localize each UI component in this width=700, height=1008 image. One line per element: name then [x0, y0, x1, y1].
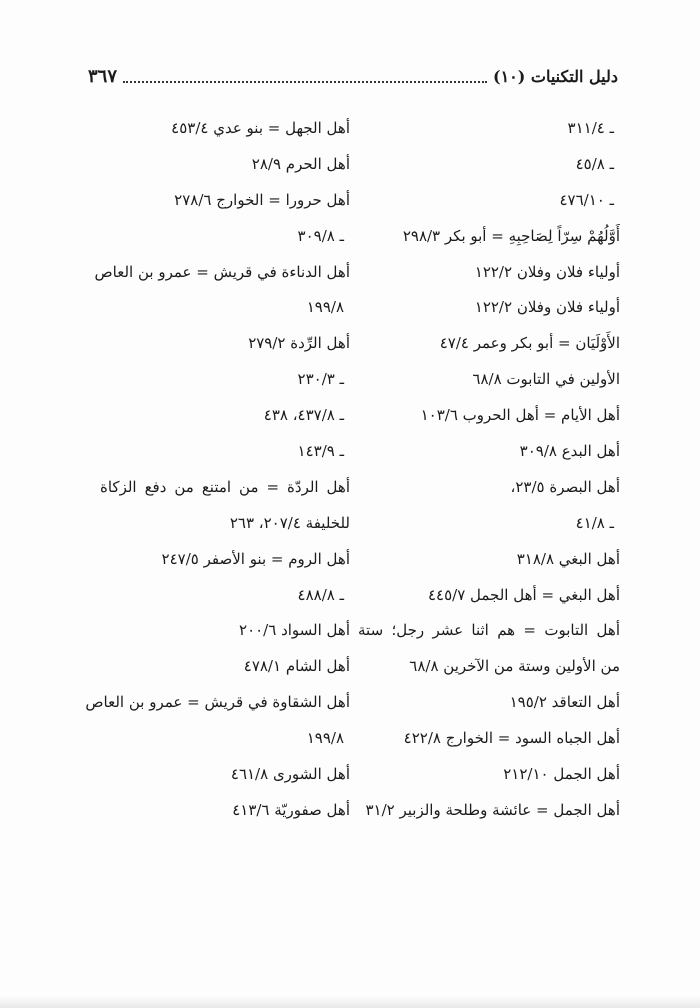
index-entry-continuation: للخليفة ٢٠٧/٤، ٢٦٣	[229, 513, 350, 532]
index-entry: أهل صفوريّة ٤١٣/٦	[232, 800, 350, 819]
index-entry: أهل حرورا = الخوارج ٢٧٨/٦	[174, 190, 350, 209]
index-entry: أهل الجهل = بنو عدي ٤٥٣/٤	[171, 119, 350, 137]
index-entry: أهل الشقاوة في قريش = عمرو بن العاص	[85, 693, 350, 712]
page-number: ٣٦٧	[88, 65, 118, 87]
index-entry-continuation: ١٩٩/٨	[306, 729, 344, 748]
index-entry: الأَوْلَيَان = أبو بكر وعمر ٤٧/٤	[439, 334, 620, 353]
index-entry: أهل الشورى ٤٦١/٨	[230, 765, 350, 784]
index-entry: أهل الشام ٤٧٨/١	[243, 657, 350, 676]
index-entry: أهل الدناءة في قريش = عمرو بن العاص	[94, 262, 350, 281]
index-entry: الأولين في التابوت ٦٨/٨	[472, 370, 620, 389]
index-entry-continuation: ١٩٩/٨	[306, 298, 344, 317]
header-title: دليل التكنيات (١٠)	[493, 66, 618, 86]
running-header	[88, 62, 618, 90]
index-entry: أولياء فلان وفلان ١٢٢/٢	[474, 298, 620, 317]
index-entry: أهل الروم = بنو الأصفر ٢٤٧/٥	[161, 549, 350, 568]
index-entry: ـ ٤٨٨/٨	[297, 585, 344, 604]
index-column-left	[85, 114, 350, 832]
index-entry: أهل الحرم ٢٨/٩	[251, 154, 350, 173]
index-entry: ـ ٤٥/٨	[575, 154, 614, 173]
page-bottom-shadow	[0, 996, 700, 1008]
index-entry: ـ ٤٣٧/٨، ٤٣٨	[263, 406, 344, 425]
index-entry: أهل السواد ٢٠٠/٦	[239, 621, 350, 640]
index-entry: أهل الردّة = من امتنع من دفع الزكاة	[100, 477, 350, 496]
index-entry: أهل البغي ٣١٨/٨	[516, 549, 620, 568]
index-entry: ـ ١٤٣/٩	[297, 442, 344, 461]
index-entry: أهل التعاقد ١٩٥/٢	[509, 693, 620, 712]
index-entry-continuation: من الأولين وستة من الآخرين ٦٨/٨	[409, 657, 620, 676]
index-entry: أَوَّلُهُمْ سِرّاً لِصَاحِبِهِ = أبو بكر ٢٩٨/٣	[402, 226, 620, 245]
index-column-right	[358, 114, 620, 832]
index-entry: أهل الجباه السود = الخوارج ٤٢٢/٨	[403, 729, 620, 748]
dot-leader	[123, 69, 487, 83]
index-entry: أهل الجمل ٢١٢/١٠	[503, 765, 620, 784]
index-entry: أهل البصرة ٢٣/٥،	[510, 477, 620, 496]
index-entry: أهل الجمل = عائشة وطلحة والزبير ٣١/٢	[365, 800, 620, 819]
index-entry: أهل البدع ٣٠٩/٨	[519, 442, 620, 461]
index-entry: أهل التابوت = هم اثنا عشر رجل؛ ستة	[358, 621, 620, 640]
index-entry: أولياء فلان وفلان ١٢٢/٢	[474, 262, 620, 281]
index-entry: ـ ٣٠٩/٨	[297, 226, 344, 245]
index-entry: أهل الأيام = أهل الحروب ١٠٣/٦	[420, 406, 620, 425]
index-entry: ـ ٤٧٦/١٠	[559, 190, 614, 209]
index-entry: أهل الرِّدة ٢٧٩/٢	[248, 334, 350, 353]
index-entry: ـ ٢٣٠/٣	[297, 370, 344, 389]
index-entry: ـ ٣١١/٤	[567, 119, 614, 137]
index-entry: أهل البغي = أهل الجمل ٤٤٥/٧	[427, 585, 620, 604]
index-entry: ـ ٤١/٨	[575, 513, 614, 532]
